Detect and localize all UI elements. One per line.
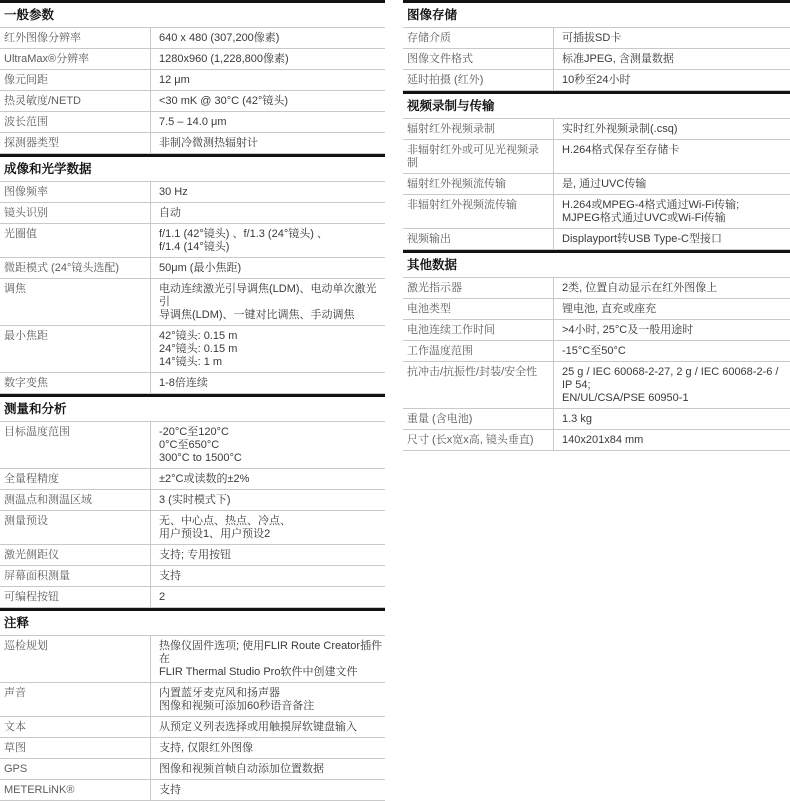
spec-row-label: 抗冲击/抗振性/封装/安全性 [407, 366, 538, 378]
spec-row [0, 49, 385, 70]
spec-row-value [150, 326, 385, 372]
spec-row-value [553, 174, 790, 194]
spec-section [0, 0, 385, 154]
spec-row [0, 511, 385, 545]
spec-row [403, 28, 790, 49]
spec-row [0, 182, 385, 203]
spec-value-line: 1.3 kg [562, 413, 592, 425]
spec-value-line: ±2°C或读数的±2% [159, 473, 250, 485]
spec-row-value [553, 430, 790, 450]
spec-value-line: 3 (实时模式下) [159, 494, 231, 506]
spec-row [0, 326, 385, 373]
spec-row [403, 229, 790, 250]
spec-row [0, 112, 385, 133]
spec-value-line: 1280x960 (1,228,800像素) [159, 53, 289, 65]
spec-row-value [150, 133, 385, 153]
spec-value-line: 14°镜头: 1 m [159, 356, 223, 368]
spec-value-line: 25 g / IEC 60068-2-27, 2 g / IEC 60068-2-6 / IP 54; [562, 366, 779, 391]
spec-row-label: 全量程精度 [4, 473, 59, 485]
spec-value-line: 从预定义列表选择或用触摸屏软键盘输入 [159, 721, 357, 733]
spec-row-label: 镜头识别 [4, 207, 48, 219]
spec-row-label: 尺寸 (长x宽x高, 镜头垂直) [407, 434, 534, 446]
spec-value-line: 是, 通过UVC传输 [562, 178, 647, 190]
spec-row [0, 587, 385, 608]
spec-value-line: 300°C to 1500°C [159, 452, 242, 464]
section-header: 视频录制与传输 [403, 91, 790, 119]
spec-row [0, 469, 385, 490]
spec-row [0, 490, 385, 511]
spec-row-label: 草图 [4, 742, 26, 754]
spec-value-line: 12 μm [159, 74, 190, 86]
spec-row-label: 图像文件格式 [407, 53, 473, 65]
spec-value-line: f/1.4 (14°镜头) [159, 241, 230, 253]
spec-row [0, 717, 385, 738]
spec-row-value [150, 279, 385, 325]
spec-row-value [150, 545, 385, 565]
spec-row [403, 174, 790, 195]
spec-row-label: 测量预设 [4, 515, 48, 527]
spec-row [0, 738, 385, 759]
spec-row [0, 422, 385, 469]
spec-row [0, 91, 385, 112]
spec-row-value [553, 229, 790, 249]
spec-row [0, 279, 385, 326]
spec-row-value [553, 409, 790, 429]
spec-row-label: 目标温度范围 [4, 426, 70, 438]
spec-row-value [150, 683, 385, 716]
spec-row-value [553, 320, 790, 340]
spec-row-label: 重量 (含电池) [407, 413, 473, 425]
spec-row-label: 红外图像分辨率 [4, 32, 81, 44]
spec-row-label: 电池类型 [407, 303, 451, 315]
spec-row-value [150, 490, 385, 510]
spec-row-value [150, 258, 385, 278]
spec-row-label: METERLiNK® [4, 784, 75, 796]
spec-row [403, 430, 790, 451]
spec-row [0, 759, 385, 780]
spec-value-line: 支持 [159, 784, 181, 796]
spec-row [403, 409, 790, 430]
spec-row-value [150, 49, 385, 69]
spec-section [0, 154, 385, 394]
spec-row-label: 巡检规划 [4, 640, 48, 652]
spec-row-label: 视频输出 [407, 233, 451, 245]
spec-value-line: 7.5 – 14.0 μm [159, 116, 227, 128]
spec-value-line: <30 mK @ 30°C (42°镜头) [159, 95, 289, 107]
spec-row-label: 激光指示器 [407, 282, 462, 294]
spec-value-line: H.264格式保存至存储卡 [562, 144, 680, 156]
spec-row-value [150, 203, 385, 223]
spec-value-line: -20°C至120°C [159, 426, 229, 438]
spec-row-label: 非辐射红外视频流传输 [407, 199, 517, 211]
spec-row-value [150, 70, 385, 90]
spec-row-value [553, 28, 790, 48]
spec-row [0, 373, 385, 394]
spec-row-label: 非辐射红外或可见光视频录制 [407, 144, 539, 169]
spec-row-label: 最小焦距 [4, 330, 48, 342]
section-header: 图像存储 [403, 0, 790, 28]
spec-row-value [150, 566, 385, 586]
spec-row-value [150, 780, 385, 800]
spec-row-label: 热灵敏度/NETD [4, 95, 81, 107]
section-header: 一般参数 [0, 0, 385, 28]
spec-value-line: 24°镜头: 0.15 m [159, 343, 238, 355]
spec-row-value [150, 182, 385, 202]
spec-row-label: 微距模式 (24°镜头选配) [4, 262, 120, 274]
spec-value-line: MJPEG格式通过UVC或Wi-Fi传输 [562, 212, 726, 224]
spec-value-line: 140x201x84 mm [562, 434, 644, 446]
spec-value-line: -15°C至50°C [562, 345, 626, 357]
spec-value-line: 用户预设1、用户预设2 [159, 528, 271, 540]
spec-row-label: GPS [4, 763, 28, 775]
spec-row-label: 调焦 [4, 283, 26, 295]
spec-row-value [553, 70, 790, 90]
spec-value-line: f/1.1 (42°镜头) 、f/1.3 (24°镜头) 、 [159, 228, 328, 240]
section-header: 成像和光学数据 [0, 154, 385, 182]
spec-row [0, 683, 385, 717]
spec-value-line: 支持 [159, 570, 181, 582]
spec-row-label: 光圈值 [4, 228, 37, 240]
spec-row-label: 测温点和测温区域 [4, 494, 92, 506]
spec-row-value [553, 341, 790, 361]
spec-value-line: 640 x 480 (307,200像素) [159, 32, 280, 44]
spec-value-line: 42°镜头: 0.15 m [159, 330, 238, 342]
spec-value-line [562, 157, 788, 170]
spec-value-line: H.264或MPEG-4格式通过Wi-Fi传输; [562, 199, 740, 211]
spec-row-label: 辐射红外视频流传输 [407, 178, 506, 190]
spec-row-label: 辐射红外视频录制 [407, 123, 495, 135]
spec-value-line: >4小时, 25°C及一般用途时 [562, 324, 694, 336]
spec-row [0, 70, 385, 91]
spec-value-line: 内置蓝牙麦克风和扬声器 [159, 687, 280, 699]
spec-row-value [150, 587, 385, 607]
spec-row-label: 电池连续工作时间 [407, 324, 495, 336]
spec-row-label: 探测器类型 [4, 137, 59, 149]
spec-section [403, 91, 790, 250]
section-header: 测量和分析 [0, 394, 385, 422]
spec-row-label: 图像频率 [4, 186, 48, 198]
spec-section [0, 394, 385, 608]
spec-row-value [553, 278, 790, 298]
spec-row [0, 780, 385, 801]
spec-value-line: 30 Hz [159, 186, 188, 198]
spec-section [403, 0, 790, 91]
spec-row-label: 文本 [4, 721, 26, 733]
spec-value-line: 1-8倍连续 [159, 377, 208, 389]
spec-value-line: 10秒至24小时 [562, 74, 631, 86]
spec-row-value [553, 119, 790, 139]
spec-value-line: 实时红外视频录制(.csq) [562, 123, 678, 135]
spec-value-line: 自动 [159, 207, 181, 219]
spec-row [0, 545, 385, 566]
spec-row [0, 28, 385, 49]
spec-row [403, 119, 790, 140]
spec-row-label: 数字变焦 [4, 377, 48, 389]
spec-row-value [150, 112, 385, 132]
spec-value-line: 热像仪固件选项; 使用FLIR Route Creator插件在 [159, 640, 383, 665]
spec-row-label: 屏幕面积测量 [4, 570, 70, 582]
spec-row-value [150, 422, 385, 468]
spec-row [403, 278, 790, 299]
spec-value-line: 电动连续激光引导调焦(LDM)、电动单次激光引 [159, 283, 377, 308]
spec-row-value [150, 224, 385, 257]
spec-row-value [553, 362, 790, 408]
spec-row [403, 320, 790, 341]
spec-row [0, 566, 385, 587]
spec-value-line: 无、中心点、热点、冷点、 [159, 515, 291, 527]
spec-value-line: 非制冷微测热辐射计 [159, 137, 258, 149]
spec-row-label: 存储介质 [407, 32, 451, 44]
spec-value-line: 图像和视频可添加60秒语音备注 [159, 700, 315, 712]
section-header: 其他数据 [403, 250, 790, 278]
spec-value-line: 标准JPEG, 含测量数据 [562, 53, 674, 65]
spec-row-label: UltraMax®分辨率 [4, 53, 90, 65]
spec-row [0, 636, 385, 683]
spec-row-value [150, 738, 385, 758]
spec-row [403, 195, 790, 229]
spec-row-label: 延时拍摄 (红外) [407, 74, 484, 86]
spec-row [0, 224, 385, 258]
spec-row-value [150, 373, 385, 393]
spec-value-line: EN/UL/CSA/PSE 60950-1 [562, 392, 689, 404]
spec-value-line: 支持, 仅限红外图像 [159, 742, 254, 754]
spec-row [403, 140, 790, 174]
spec-row-value [150, 469, 385, 489]
spec-row [403, 362, 790, 409]
spec-row-value [150, 717, 385, 737]
spec-value-line: 图像和视频首帧自动添加位置数据 [159, 763, 324, 775]
spec-value-line: 支持; 专用按钮 [159, 549, 232, 561]
spec-row [403, 299, 790, 320]
spec-value-line: 导调焦(LDM)、一键对比调焦、手动调焦 [159, 309, 355, 321]
spec-row [403, 341, 790, 362]
spec-row-value [150, 636, 385, 682]
spec-row-value [553, 299, 790, 319]
spec-row-label: 声音 [4, 687, 26, 699]
spec-section [403, 250, 790, 451]
section-header: 注释 [0, 608, 385, 636]
spec-value-line: 0°C至650°C [159, 439, 220, 451]
spec-value-line: 锂电池, 直充或座充 [562, 303, 657, 315]
spec-row-label: 可编程按钮 [4, 591, 59, 603]
spec-value-line: FLIR Thermal Studio Pro软件中创建文件 [159, 666, 358, 678]
spec-row-value [553, 195, 790, 228]
spec-value-line: 2 [159, 591, 166, 603]
spec-value-line: 可插拔SD卡 [562, 32, 622, 44]
spec-value-line: 50μm (最小焦距) [159, 262, 242, 274]
spec-row-value [553, 49, 790, 69]
spec-row-label: 像元间距 [4, 74, 48, 86]
spec-row-value [150, 511, 385, 544]
spec-row [403, 49, 790, 70]
spec-row [0, 133, 385, 154]
spec-row-label: 波长范围 [4, 116, 48, 128]
spec-row-label: 工作温度范围 [407, 345, 473, 357]
spec-row [0, 203, 385, 224]
spec-row [403, 70, 790, 91]
spec-value-line: 2类, 位置自动显示在红外图像上 [562, 282, 718, 294]
spec-value-line: Displayport转USB Type-C型接口 [562, 233, 722, 245]
spec-row-value [150, 91, 385, 111]
spec-section [0, 608, 385, 801]
spec-column-left [0, 0, 385, 796]
spec-row-value [150, 28, 385, 48]
spec-row-value [553, 140, 790, 173]
spec-column-right [403, 0, 790, 726]
spec-row [0, 258, 385, 279]
spec-row-label: 激光侧距仪 [4, 549, 59, 561]
spec-row-value [150, 759, 385, 779]
